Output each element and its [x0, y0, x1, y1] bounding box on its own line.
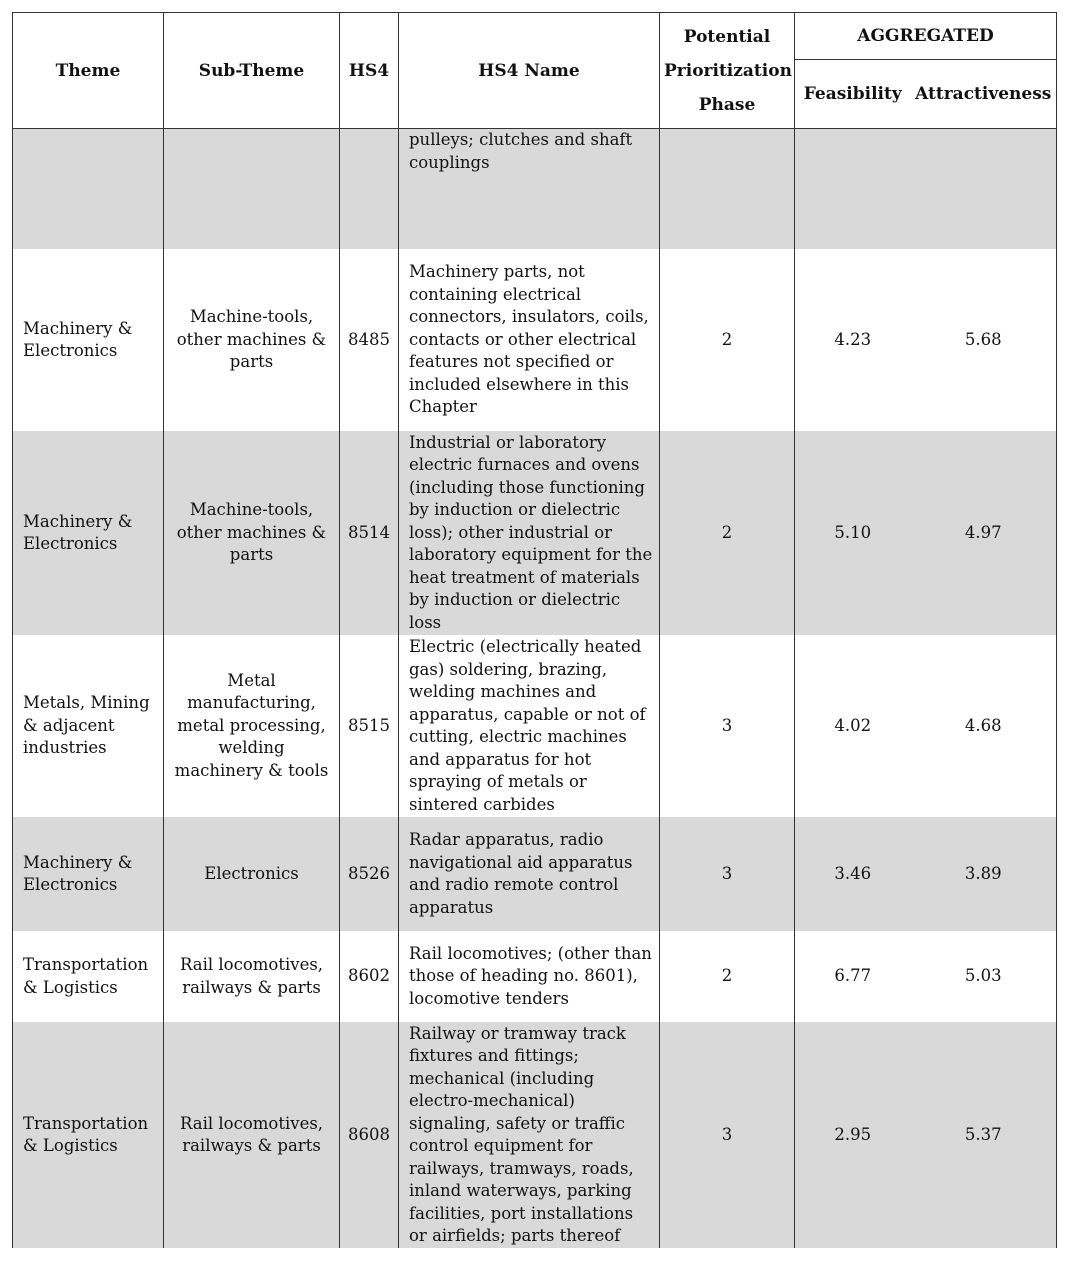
- table-container: [12, 12, 1056, 1248]
- cell-sub-theme: Electronics: [164, 817, 340, 931]
- header-theme: Theme: [13, 13, 164, 129]
- cell-attractiveness: 5.68: [911, 249, 1057, 431]
- cell-feasibility: 4.23: [795, 249, 911, 431]
- cell-feasibility: 2.95: [795, 1022, 911, 1248]
- cell-theme: Metals, Mining & adjacent industries: [13, 635, 164, 817]
- cell-phase: [660, 129, 795, 250]
- cell-hs4: [340, 129, 399, 250]
- cell-attractiveness: [911, 129, 1057, 250]
- cell-theme: Machinery & Electronics: [13, 431, 164, 635]
- cell-attractiveness: 5.37: [911, 1022, 1057, 1248]
- cell-hs4: 8515: [340, 635, 399, 817]
- cell-hs4-name: Radar apparatus, radio navigational aid apparatus and radio remote control apparatus: [399, 817, 660, 931]
- table-body: [13, 129, 1057, 1249]
- cell-attractiveness: 5.03: [911, 931, 1057, 1022]
- header-hs4: HS4: [340, 13, 399, 129]
- cell-attractiveness: 4.97: [911, 431, 1057, 635]
- cell-hs4: 8514: [340, 431, 399, 635]
- cell-theme: Transportation & Logistics: [13, 1022, 164, 1248]
- cell-feasibility: 5.10: [795, 431, 911, 635]
- table-row: [13, 931, 1057, 1022]
- cell-sub-theme: Metal manufacturing, metal processing, welding machinery & tools: [164, 635, 340, 817]
- cell-sub-theme: Machine-tools, other machines & parts: [164, 431, 340, 635]
- cell-phase: 3: [660, 635, 795, 817]
- cell-feasibility: 4.02: [795, 635, 911, 817]
- cell-hs4-name: Railway or tramway track fixtures and fittings; mechanical (including electro-mechanical) signaling, safety or traffic control equipment for railways, tramways, roads, inland waterways, parking facilities, port installations or airfields; parts thereof: [399, 1022, 660, 1248]
- cell-hs4-name: Rail locomotives; (other than those of heading no. 8601), locomotive tenders: [399, 931, 660, 1022]
- cell-phase: 2: [660, 249, 795, 431]
- header-aggregated: AGGREGATED: [795, 13, 1057, 60]
- cell-hs4: 8602: [340, 931, 399, 1022]
- table-row: [13, 431, 1057, 635]
- hs4-prioritization-table: [12, 12, 1057, 1248]
- cell-phase: 3: [660, 817, 795, 931]
- table-row: [13, 635, 1057, 817]
- header-sub-theme: Sub-Theme: [164, 13, 340, 129]
- table-row: [13, 1022, 1057, 1248]
- cell-attractiveness: 3.89: [911, 817, 1057, 931]
- header-phase-line3: Phase: [698, 94, 756, 115]
- table-row: [13, 817, 1057, 931]
- cell-hs4: 8485: [340, 249, 399, 431]
- cell-phase: 2: [660, 931, 795, 1022]
- cell-attractiveness: 4.68: [911, 635, 1057, 817]
- cell-phase: 3: [660, 1022, 795, 1248]
- cell-theme: [13, 129, 164, 250]
- cell-theme: Transportation & Logistics: [13, 931, 164, 1022]
- cell-sub-theme: Rail locomotives, railways & parts: [164, 931, 340, 1022]
- cell-feasibility: 3.46: [795, 817, 911, 931]
- header-phase-line2: Prioritization: [664, 60, 792, 81]
- cell-theme: Machinery & Electronics: [13, 817, 164, 931]
- header-feasibility: Feasibility: [795, 60, 911, 129]
- cell-hs4: 8608: [340, 1022, 399, 1248]
- cell-sub-theme: [164, 129, 340, 250]
- header-attractiveness: Attractiveness: [911, 60, 1057, 129]
- cell-sub-theme: Rail locomotives, railways & parts: [164, 1022, 340, 1248]
- cell-hs4: 8526: [340, 817, 399, 931]
- cell-phase: 2: [660, 431, 795, 635]
- cell-hs4-name: Machinery parts, not containing electrical connectors, insulators, coils, contacts or other electrical features not specified or included elsewhere in this Chapter: [399, 249, 660, 431]
- cell-theme: Machinery & Electronics: [13, 249, 164, 431]
- header-phase: [660, 13, 795, 129]
- cell-hs4-name: Industrial or laboratory electric furnaces and ovens (including those functioning by induction or dielectric loss); other industrial or laboratory equipment for the heat treatment of materials by induction or dielectric loss: [399, 431, 660, 635]
- cell-sub-theme: Machine-tools, other machines & parts: [164, 249, 340, 431]
- cell-hs4-name: Electric (electrically heated gas) soldering, brazing, welding machines and apparatus, capable or not of cutting, electric machines and apparatus for hot spraying of metals or sintered carbides: [399, 635, 660, 817]
- header-hs4-name: HS4 Name: [399, 13, 660, 129]
- cell-feasibility: [795, 129, 911, 250]
- table-header: [13, 13, 1057, 129]
- cell-hs4-name: pulleys; clutches and shaft couplings: [399, 129, 660, 250]
- cell-feasibility: 6.77: [795, 931, 911, 1022]
- header-phase-line1: Potential: [683, 26, 771, 47]
- table-row: [13, 249, 1057, 431]
- table-row: [13, 129, 1057, 250]
